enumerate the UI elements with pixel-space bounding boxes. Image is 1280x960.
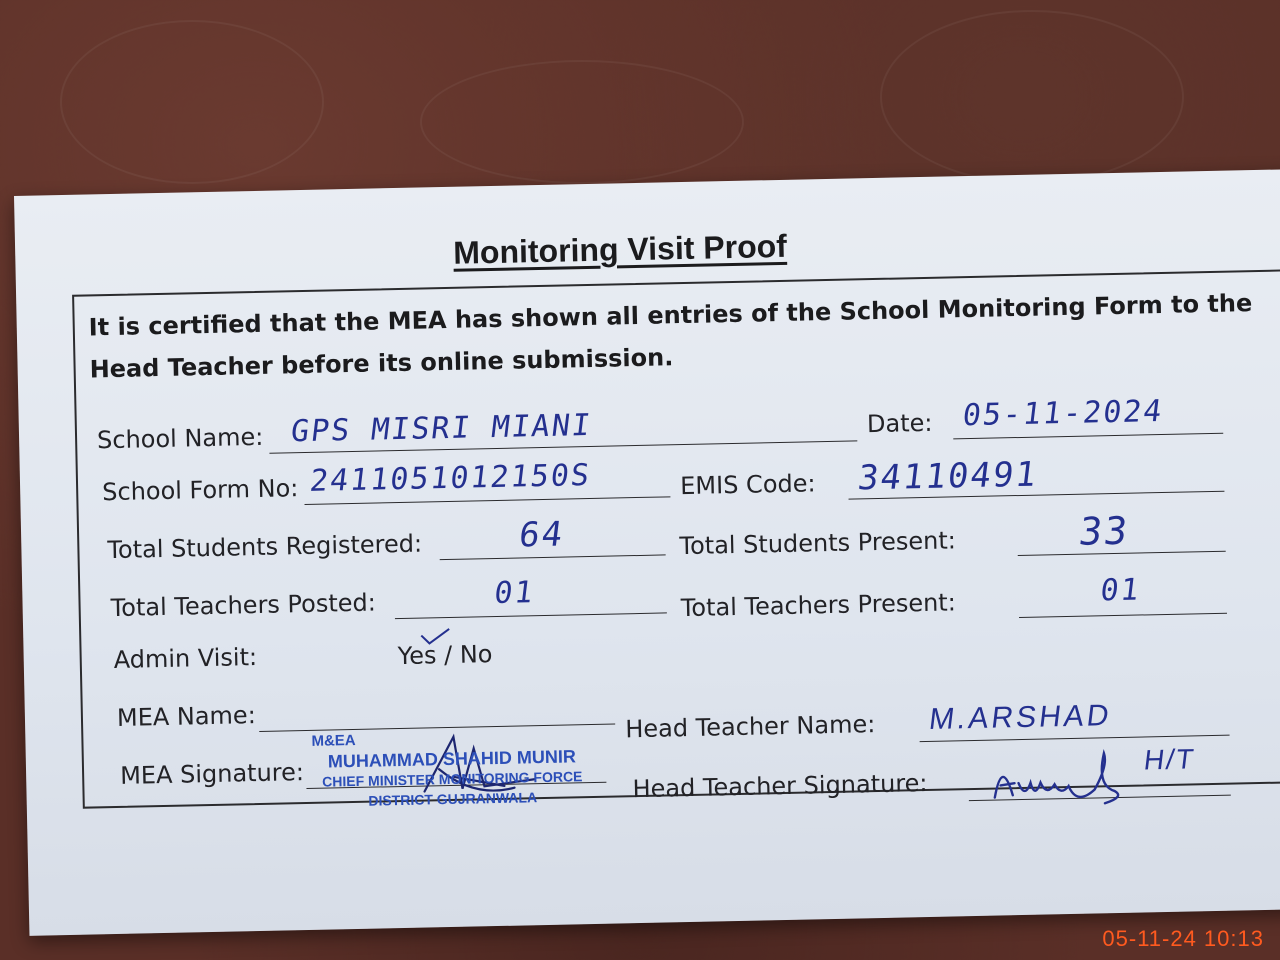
school-form-no-label: School Form No: [101, 474, 299, 507]
mea-name-label: MEA Name: [116, 701, 257, 732]
head-teacher-name-label: Head Teacher Name: [625, 710, 876, 744]
school-name-value: GPS MISRI MIANI [288, 407, 594, 450]
emis-code-label: EMIS Code: [679, 469, 816, 501]
date-line [953, 433, 1223, 440]
camera-timestamp: 05-11-24 10:13 [1102, 926, 1264, 951]
stamp-line-3: CHIEF MINISTER MONITORING FORCE [322, 768, 583, 790]
total-teachers-posted-label: Total Teachers Posted: [110, 588, 377, 623]
background-swirl [60, 20, 324, 184]
total-students-registered-label: Total Students Registered: [107, 529, 423, 565]
total-teachers-present-line [1019, 613, 1227, 618]
total-teachers-present-label: Total Teachers Present: [680, 588, 957, 623]
date-label: Date: [866, 408, 933, 439]
date-value: 05-11-2024 [960, 393, 1166, 434]
monitoring-form-paper [14, 169, 1280, 936]
head-teacher-signature-label: Head Teacher Signature: [632, 769, 928, 804]
form-box [72, 269, 1280, 808]
school-name-label: School Name: [96, 422, 264, 455]
head-teacher-name-value: M.ARSHAD [927, 699, 1114, 736]
stamp-line-1: M&EA [311, 731, 356, 750]
form-title: Monitoring Visit Proof [452, 227, 788, 271]
total-students-registered-line [440, 554, 666, 560]
mea-signature-label: MEA Signature: [119, 758, 305, 790]
total-students-present-label: Total Students Present: [679, 526, 957, 561]
total-teachers-present-value: 01 [1098, 572, 1143, 609]
total-students-registered-value: 64 [516, 514, 567, 556]
stamp-line-4: DISTRICT GUJRANWALA [368, 789, 538, 809]
head-teacher-signature-scribble [984, 744, 1155, 818]
check-mark-icon [417, 627, 453, 648]
background-swirl [880, 10, 1184, 184]
yes-no-option: Yes / No [397, 640, 493, 671]
stamp-line-2: MUHAMMAD SHAHID MUNIR [327, 746, 577, 772]
head-teacher-signature-suffix: H/T [1142, 743, 1198, 776]
school-form-no-value: 2411051012150S [307, 457, 593, 499]
background-swirl [420, 60, 744, 184]
total-teachers-posted-value: 01 [492, 575, 537, 612]
certification-text: It is certified that the MEA has shown all entries of the School Monitoring Form to the Head Teacher before its online submission. [88, 289, 1253, 384]
total-students-present-value: 33 [1076, 508, 1132, 554]
total-teachers-posted-line [395, 612, 667, 619]
official-stamp [311, 726, 593, 812]
admin-visit-label: Admin Visit: [113, 643, 258, 675]
emis-code-value: 34110491 [855, 454, 1041, 499]
